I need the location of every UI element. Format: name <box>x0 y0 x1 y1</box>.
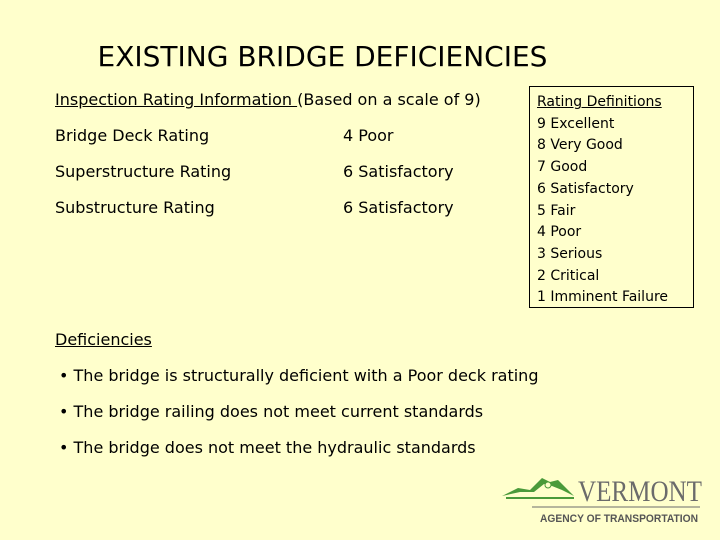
definition-item: 9 Excellent <box>537 115 615 132</box>
rating-definitions-heading: Rating Definitions <box>537 94 662 110</box>
logo-subtitle: AGENCY OF TRANSPORTATION <box>540 513 699 525</box>
inspection-header <box>55 90 481 109</box>
inspection-header-scale: (Based on a scale of 9) <box>297 90 481 109</box>
page-title: EXISTING BRIDGE DEFICIENCIES <box>97 40 548 73</box>
definition-item: 6 Satisfactory <box>537 180 634 197</box>
rating-label: Superstructure Rating <box>55 162 232 181</box>
definition-item: 2 Critical <box>537 267 600 284</box>
deficiencies-heading: Deficiencies <box>55 330 152 349</box>
definition-item: 4 Poor <box>537 224 582 241</box>
deficiency-bullet: • The bridge does not meet the hydraulic standards <box>59 438 476 457</box>
rating-value: 6 Satisfactory <box>343 162 454 181</box>
definition-item: 8 Very Good <box>537 137 623 154</box>
rating-definitions-box <box>529 86 694 308</box>
deficiency-bullet: • The bridge is structurally deficient with a Poor deck rating <box>59 366 539 385</box>
rating-value: 6 Satisfactory <box>343 198 454 217</box>
definition-item: 5 Fair <box>537 202 576 219</box>
rating-label: Substructure Rating <box>55 198 215 217</box>
rating-label: Bridge Deck Rating <box>55 126 210 145</box>
definition-item: 1 Imminent Failure <box>537 289 669 306</box>
logo-name: VERMONT <box>578 475 702 508</box>
inspection-header-underlined: Inspection Rating Information <box>55 90 298 109</box>
definition-item: 7 Good <box>537 159 588 176</box>
vtrans-logo <box>500 472 705 528</box>
mountain-icon <box>502 478 574 498</box>
rating-value: 4 Poor <box>343 126 394 145</box>
deficiency-bullet: • The bridge railing does not meet current standards <box>59 402 484 421</box>
definition-item: 3 Serious <box>537 245 603 262</box>
